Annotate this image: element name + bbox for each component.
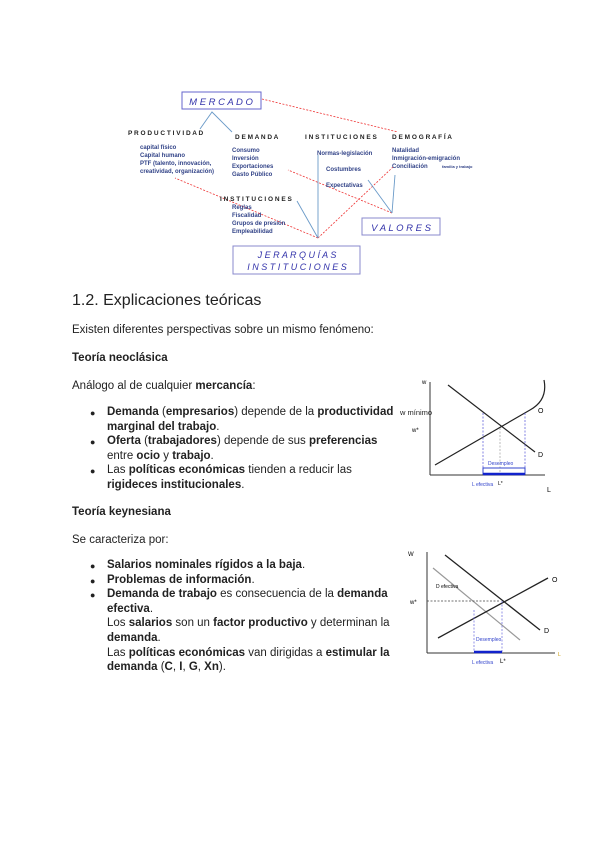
- text-segment: .: [241, 478, 245, 491]
- bold-text: factor productivo: [213, 617, 308, 630]
- diagram-item: Natalidad: [392, 148, 420, 154]
- list-item: [90, 434, 400, 463]
- text-segment: (: [158, 406, 166, 418]
- bold-text: productividad marginal del trabajo: [107, 406, 394, 433]
- list-item: [90, 463, 400, 492]
- text-segment: van dirigidas a: [245, 646, 326, 659]
- supply-curve: [435, 380, 545, 465]
- diagram-item: Conciliación: [392, 164, 428, 170]
- bold-text: mercancía: [195, 380, 253, 392]
- diagram-item: Expectativas: [326, 183, 363, 189]
- w-star-label: w*: [412, 428, 419, 434]
- bold-text: Xn: [204, 661, 219, 674]
- w-min-label: w mínimo: [400, 408, 433, 417]
- keynesiana-list: [90, 558, 400, 675]
- keynesian-labor-graph: [400, 540, 570, 670]
- diagram-item: Exportaciones: [232, 164, 274, 170]
- text-segment: son un: [172, 617, 214, 630]
- mercado-label: M E R C A D O: [189, 97, 253, 108]
- bold-text: preferencias: [309, 435, 378, 448]
- text-segment: Los: [107, 617, 129, 630]
- list-item: [90, 616, 400, 645]
- instituciones-mid-label: I N S T I T U C I O N E S: [220, 196, 292, 203]
- diagram-item: Empleabilidad: [232, 229, 273, 235]
- diagram-item: familia y trabajo: [442, 164, 473, 169]
- section-heading: 1.2. Explicaciones teóricas: [72, 292, 262, 309]
- bold-text: Oferta: [107, 435, 141, 448]
- diagram-item: Grupos de presión: [232, 221, 286, 227]
- text-segment: es consecuencia de la: [216, 588, 338, 601]
- text-segment: (: [157, 661, 165, 674]
- effective-demand-label: D efectiva: [436, 584, 459, 590]
- supply-label: O: [552, 577, 558, 584]
- text-segment: .: [157, 631, 161, 644]
- instituciones-label: I N S T I T U C I O N E S: [247, 262, 347, 272]
- demanda-label: D E M A N D A: [235, 134, 279, 141]
- bold-text: trabajadores: [147, 435, 217, 448]
- text-segment: .: [301, 559, 306, 571]
- l-effective-label: L efectiva: [472, 482, 494, 488]
- text-segment: Las: [107, 464, 129, 477]
- text-segment: Las: [107, 646, 129, 659]
- list-item: [90, 573, 400, 588]
- text-segment: ) depende de sus: [216, 435, 310, 448]
- text-segment: ) depende de la: [234, 406, 318, 418]
- w-star-label: w*: [410, 600, 417, 606]
- valores-label: V A L O R E S: [371, 223, 431, 234]
- l-star-label: L*: [500, 659, 506, 665]
- diagram-item: PTF (talento, innovación,: [140, 161, 212, 167]
- diagram-item: Consumo: [232, 148, 260, 154]
- jerarquias-label: J E R A R Q U Í A S: [257, 250, 337, 260]
- unemployment-label: Desempleo: [476, 637, 502, 643]
- neoclasica-title: Teoría neoclásica: [72, 352, 168, 364]
- concept-diagram: [120, 85, 480, 275]
- diagram-item: creatividad, organización): [140, 169, 215, 175]
- bold-text: salarios: [128, 617, 173, 630]
- bold-text: C: [164, 661, 173, 674]
- demand-curve: [448, 385, 535, 452]
- bold-text: demanda: [107, 631, 158, 644]
- list-item: [90, 587, 400, 616]
- bold-text: demanda efectiva: [107, 588, 388, 615]
- bold-text: Salarios nominales rígidos a la baja: [107, 559, 302, 571]
- x-axis-label: L: [558, 652, 561, 658]
- demand-label: D: [538, 452, 544, 459]
- keynesiana-lead: Se caracteriza por:: [72, 534, 169, 546]
- text-segment: (: [140, 435, 148, 448]
- text-segment: .: [216, 420, 220, 433]
- diagram-item: Costumbres: [326, 167, 362, 173]
- intro-text: Existen diferentes perspectivas sobre un mismo fenómeno:: [72, 324, 374, 336]
- unemployment-label: Desempleo: [488, 461, 514, 467]
- neoclasica-lead: [72, 379, 256, 394]
- text-segment: :: [252, 380, 256, 392]
- text-segment: .: [210, 449, 214, 462]
- diagram-item: Gasto Público: [232, 172, 273, 178]
- x-axis-label: L: [547, 487, 551, 494]
- bold-text: políticas económicas: [128, 646, 246, 659]
- diagram-item: Inversión: [232, 156, 259, 162]
- demand-curve: [445, 555, 540, 630]
- bold-text: Problemas de información: [107, 573, 252, 586]
- text-segment: ,: [172, 661, 180, 674]
- diagram-item: Fiscalidad: [232, 213, 262, 219]
- bold-text: políticas económicas: [128, 464, 246, 477]
- y-axis-label: W: [408, 552, 414, 558]
- diagram-item: Normas-legislación: [317, 151, 373, 157]
- text-segment: ).: [218, 661, 226, 674]
- demand-label: D: [544, 628, 550, 635]
- demografia-label: D E M O G R A F Í A: [392, 134, 452, 141]
- text-segment: y: [160, 449, 173, 462]
- bold-text: I: [179, 661, 183, 674]
- productividad-label: P R O D U C T I V I D A D: [128, 130, 204, 137]
- diagram-item: capital físico: [140, 145, 177, 151]
- supply-label: O: [538, 408, 544, 415]
- text-segment: y determinan la: [307, 617, 390, 630]
- neoclassical-labor-graph: [400, 370, 570, 500]
- keynesiana-title: Teoría keynesiana: [72, 506, 171, 518]
- bold-text: estimular la demanda: [107, 646, 390, 674]
- l-effective-label: L efectiva: [472, 660, 494, 666]
- text-segment: entre: [107, 449, 137, 462]
- bold-text: empresarios: [165, 406, 235, 418]
- bold-text: G: [188, 661, 198, 674]
- l-star-label: L*: [498, 481, 503, 487]
- text-segment: Análogo al de cualquier: [72, 380, 196, 392]
- diagram-item: Reglas: [232, 205, 252, 211]
- list-item: [90, 646, 400, 675]
- diagram-item: Capital humano: [140, 153, 186, 159]
- bold-text: trabajo: [172, 449, 211, 462]
- bold-text: Demanda: [107, 406, 159, 418]
- text-segment: ,: [182, 661, 189, 674]
- text-segment: tienden a reducir las: [245, 464, 352, 477]
- bold-text: Demanda de trabajo: [107, 588, 217, 601]
- instituciones-top-label: I N S T I T U C I O N E S: [305, 134, 377, 141]
- diagram-item: Inmigración-emigración: [392, 156, 461, 162]
- list-item: [90, 558, 400, 573]
- bold-text: ocio: [136, 449, 161, 462]
- list-item: [90, 405, 400, 434]
- y-axis-label: w: [422, 380, 427, 386]
- neoclasica-list: [90, 405, 400, 493]
- text-segment: .: [149, 602, 154, 615]
- text-segment: .: [251, 573, 255, 586]
- text-segment: ,: [197, 661, 205, 674]
- bold-text: rigideces institucionales: [107, 478, 242, 491]
